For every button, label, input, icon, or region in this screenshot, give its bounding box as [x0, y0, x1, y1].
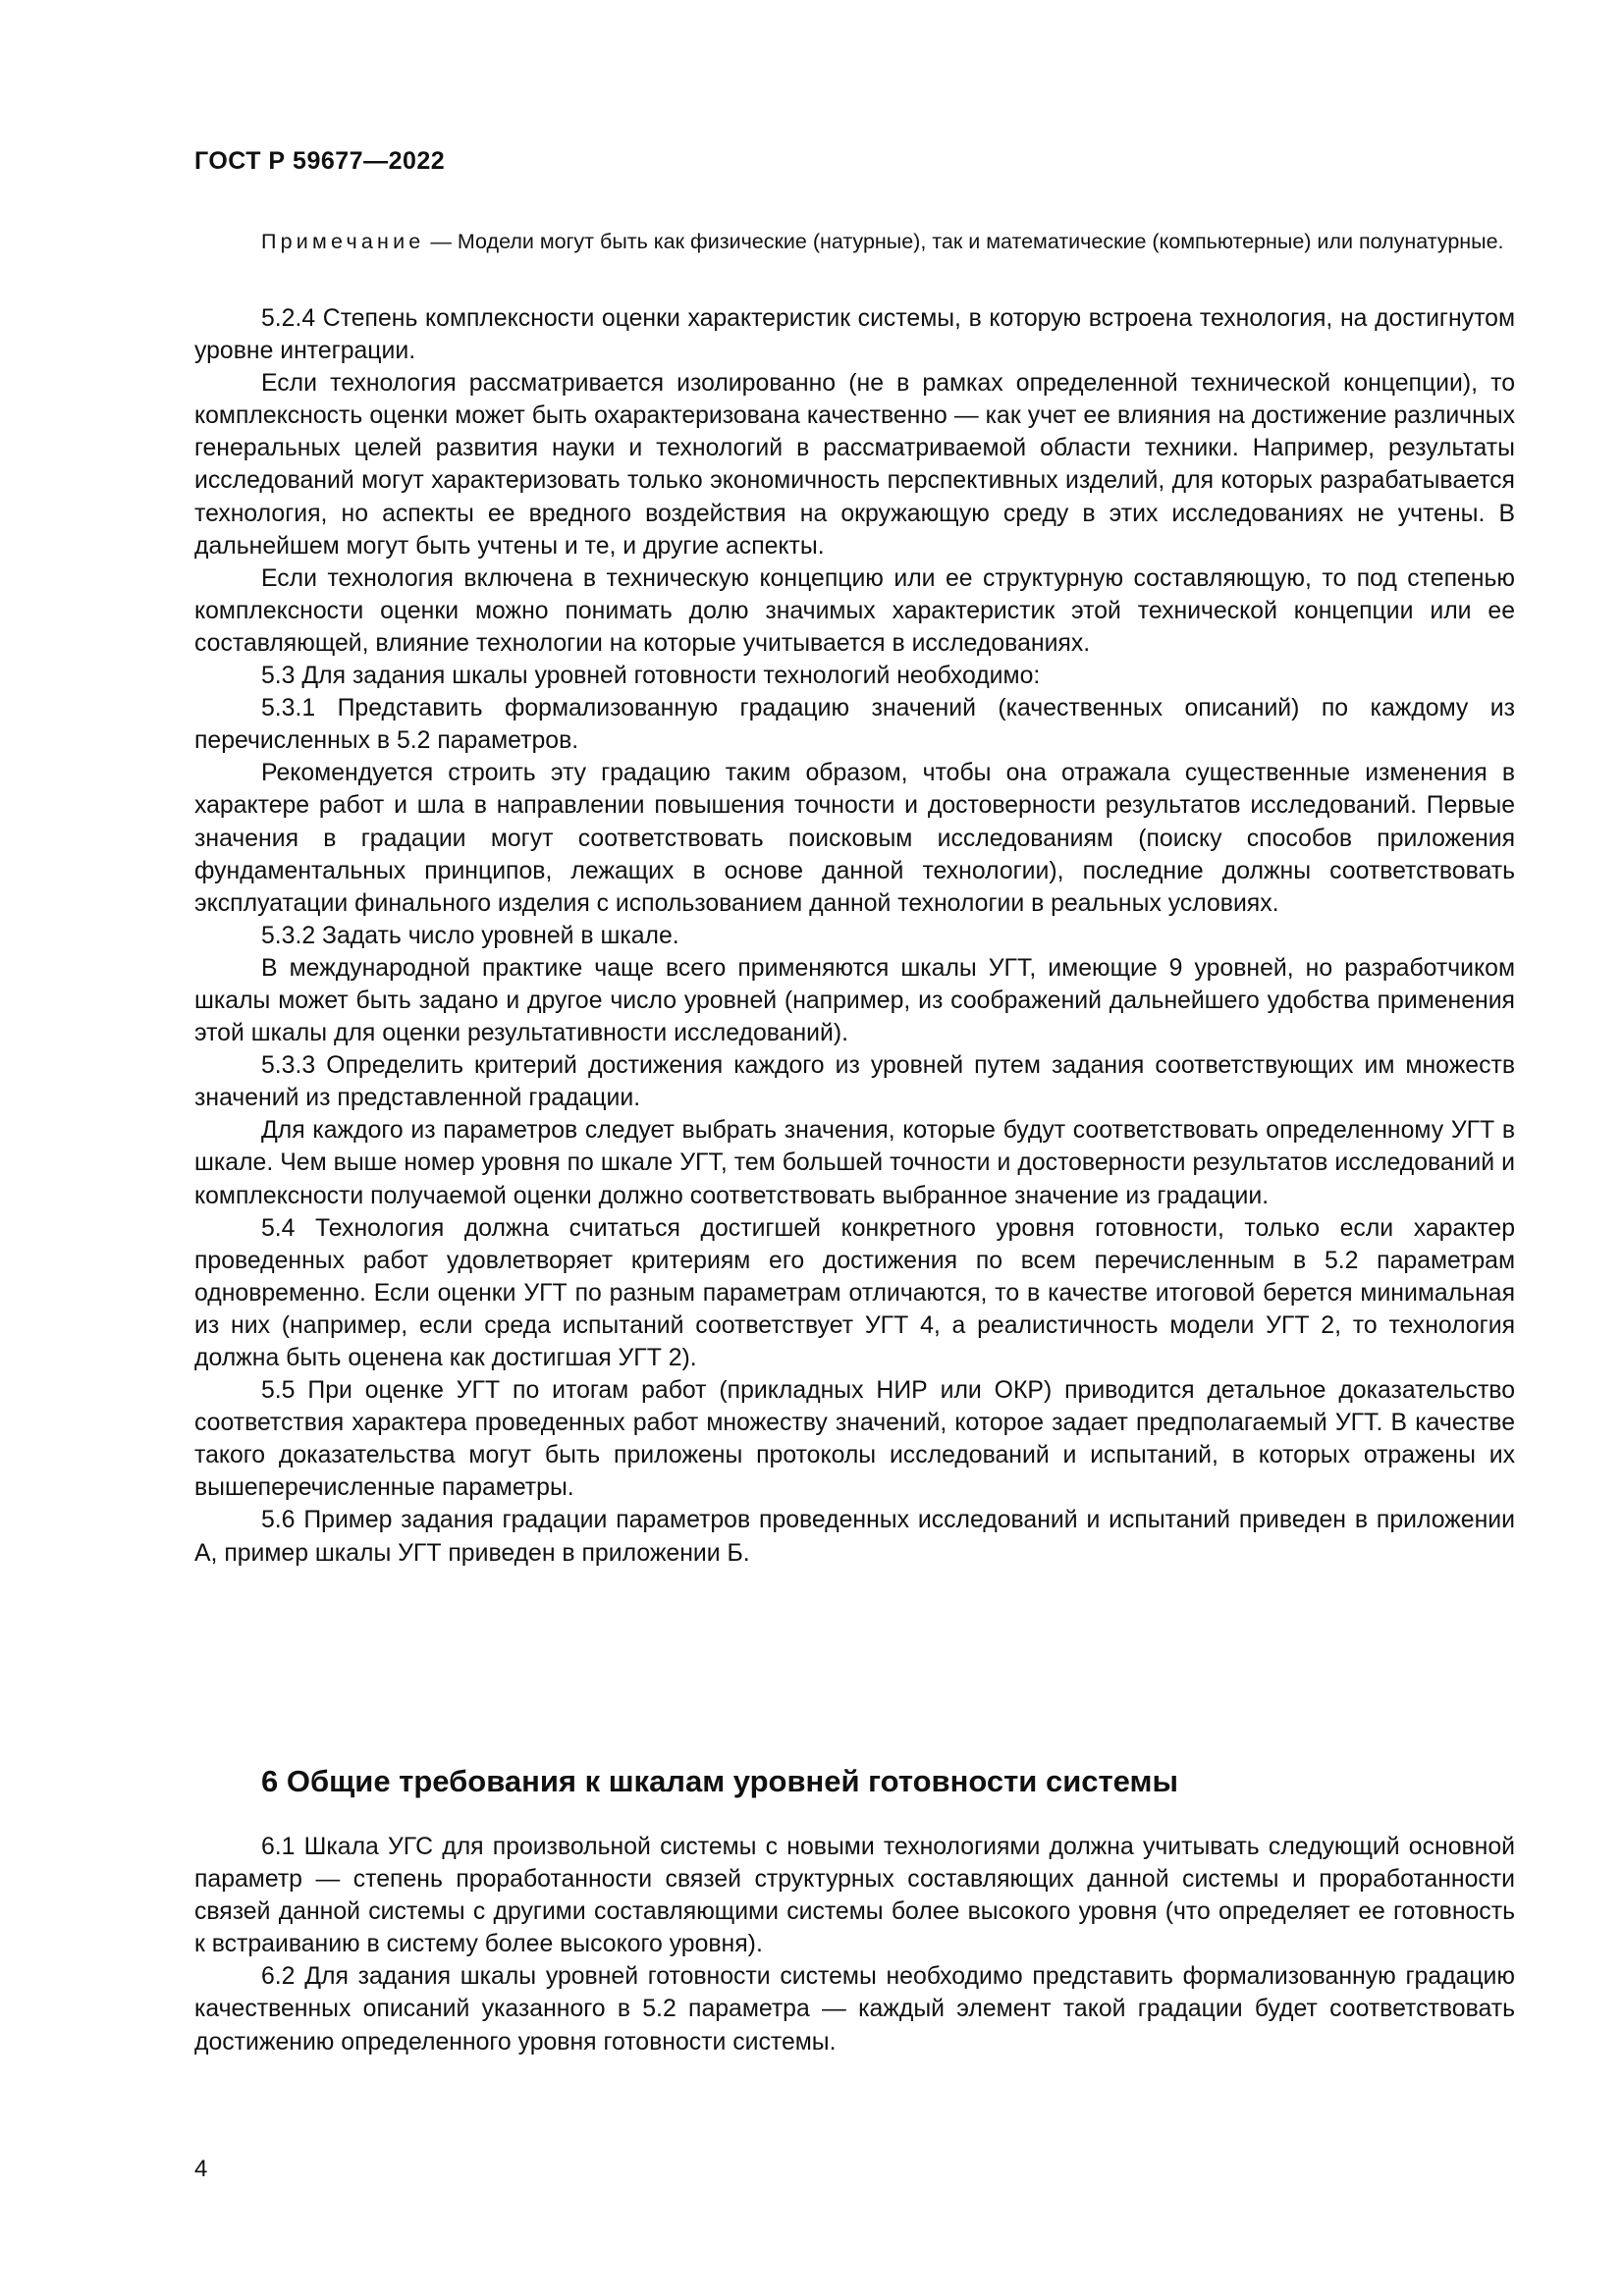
- paragraph-5-5: 5.5 При оценке УГТ по итогам работ (прикладных НИР или ОКР) приводится детальное доказательство соответствия характера проведенных работ множеству значений, которое задает предполагаемый УГТ. В качестве такого доказательства могут быть приложены протоколы исследований и испытаний, в которых отражены их вышеперечисленные параметры.: [194, 1377, 1515, 1502]
- paragraph-5-6: 5.6 Пример задания градации параметров проведенных исследований и испытаний приведен в приложении А, пример шкалы УГТ приведен в приложении Б.: [194, 1507, 1515, 1567]
- paragraph: Рекомендуется строить эту градацию таким образом, чтобы она отражала существенные изменения в характере работ и шла в направлении повышения точности и достоверности результатов исследований. Первые значения в градации могут соответствовать поисковым исследованиям (поиску способов приложения фундаментальных принципов, лежащих в основе данной технологии), последние должны соответствовать эксплуатации финального изделия с использованием данной технологии в реальных условиях.: [194, 760, 1515, 917]
- section-6: [194, 1762, 1515, 2058]
- document-code-header: ГОСТ Р 59677—2022: [194, 147, 446, 175]
- note-label: Примечание: [261, 230, 425, 253]
- section-5-body: [194, 302, 1515, 1570]
- paragraph-6-1: 6.1 Шкала УГС для произвольной системы с новыми технологиями должна учитывать следующий основной параметр — степень проработанности связей структурных составляющих данной системы и проработанности связей данной системы с другими составляющими системы более высокого уровня (что определяет ее готовность к встраиванию в систему более высокого уровня).: [194, 1834, 1515, 1958]
- note-text: — Модели могут быть как физические (натурные), так и математические (компьютерные) или полунатурные.: [424, 230, 1504, 253]
- paragraph-5-3-3: 5.3.3 Определить критерий достижения каждого из уровней путем задания соответствующих им множеств значений из представленной градации.: [194, 1052, 1515, 1112]
- paragraph: Для каждого из параметров следует выбрать значения, которые будут соответствовать определенному УГТ в шкале. Чем выше номер уровня по шкале УГТ, тем большей точности и достоверности результатов исследований и комплексности получаемой оценки должно соответствовать выбранное значение из градации.: [194, 1117, 1515, 1209]
- paragraph: Если технология включена в техническую концепцию или ее структурную составляющую, то под степенью комплексности оценки можно понимать долю значимых характеристик этой технической концепции или ее составляющей, влияние технологии на которые учитывается в исследованиях.: [194, 564, 1515, 657]
- note: [194, 226, 1512, 258]
- paragraph-5-4: 5.4 Технология должна считаться достигшей конкретного уровня готовности, только если характер проведенных работ удовлетворяет критериям его достижения по всем перечисленным в 5.2 параметрам одновременно. Если оценки УГТ по разным параметрам отличаются, то в качестве итоговой берется минимальная из них (например, если среда испытаний соответствует УГТ 4, а реалистичность модели УГТ 2, то технология должна быть оценена как достигшая УГТ 2).: [194, 1214, 1515, 1371]
- paragraph-5-3-2: 5.3.2 Задать число уровней в шкале.: [261, 922, 679, 949]
- section-6-heading: 6 Общие требования к шкалам уровней готовности системы: [261, 1764, 1178, 1798]
- paragraph: В международной практике чаще всего применяются шкалы УГТ, имеющие 9 уровней, но разработчиком шкалы может быть задано и другое число уровней (например, из соображений дальнейшего удобства применения этой шкалы для оценки результативности исследований).: [194, 954, 1515, 1047]
- paragraph: Если технология рассматривается изолированно (не в рамках определенной технической концепции), то комплексность оценки может быть охарактеризована качественно — как учет ее влияния на достижение различных генеральных целей развития науки и технологий в рассматриваемой области техники. Например, результаты исследований могут характеризовать только экономичность перспективных изделий, для которых разрабатывается технология, но аспекты ее вредного воздействия на окружающую среду в этих исследованиях не учтены. В дальнейшем могут быть учтены и те, и другие аспекты.: [194, 370, 1515, 560]
- paragraph-5-3-1: 5.3.1 Представить формализованную градацию значений (качественных описаний) по каждому из перечисленных в 5.2 параметров.: [194, 695, 1515, 755]
- paragraph-5-3: 5.3 Для задания шкалы уровней готовности технологий необходимо:: [261, 663, 1041, 690]
- paragraph-5-2-4: 5.2.4 Степень комплексности оценки характеристик системы, в которую встроена технология, на достигнутом уровне интеграции.: [194, 305, 1515, 365]
- paragraph-6-2: 6.2 Для задания шкалы уровней готовности системы необходимо представить формализованную градацию качественных описаний указанного в 5.2 параметра — каждый элемент такой градации будет соответствовать достижению определенного уровня готовности системы.: [194, 1963, 1515, 2056]
- page-number: 4: [194, 2156, 208, 2182]
